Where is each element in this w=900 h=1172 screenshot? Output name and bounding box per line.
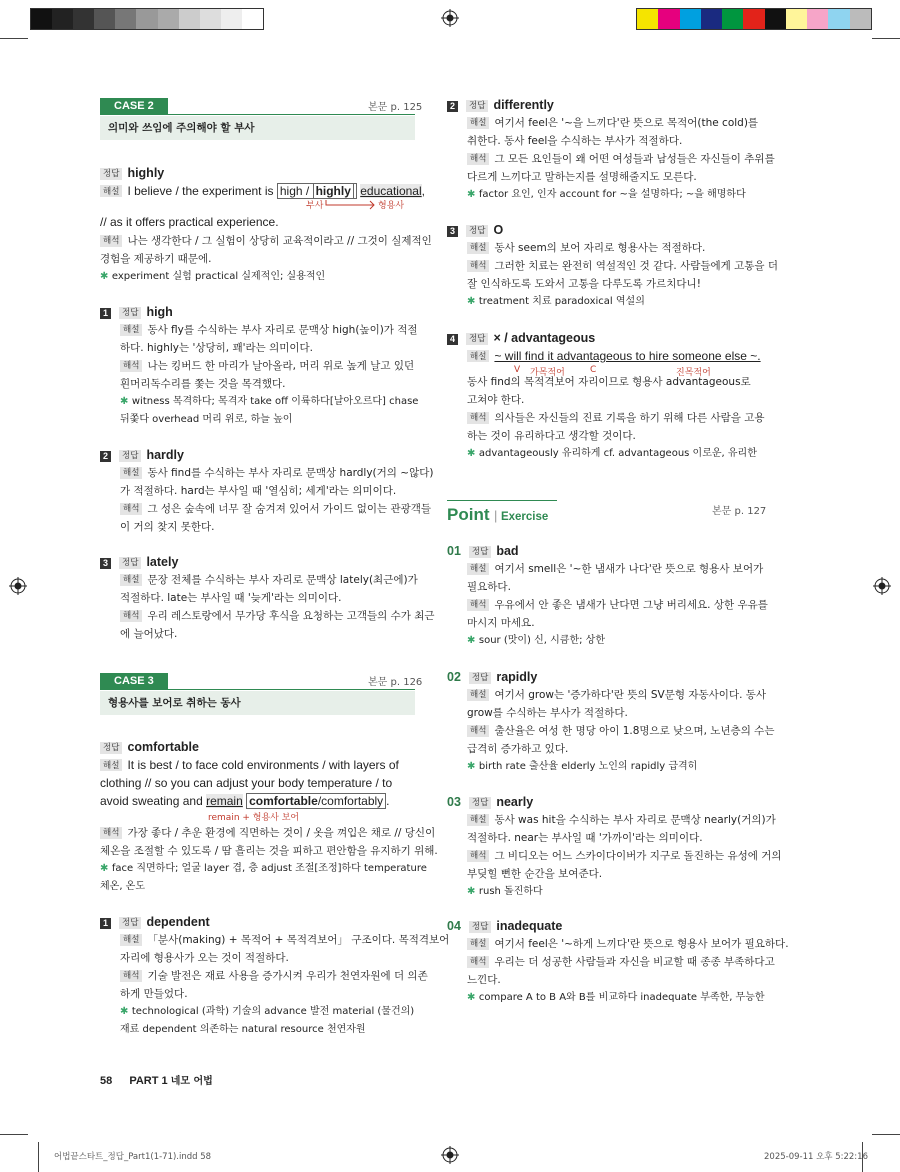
- case3-answer-line: [100, 738, 199, 757]
- crop-mark: [0, 1134, 28, 1135]
- c2-item1-text: 나는 킹버드 한 마리가 날아올라, 머리 위로 높게 날고 있던: [147, 360, 415, 372]
- case3-rule: [100, 689, 415, 690]
- r-item3-number: 3: [447, 226, 458, 237]
- c2-item2-answer: hardly: [146, 448, 184, 462]
- c3-item1-number: 1: [100, 918, 111, 929]
- ex-item03-line: [467, 829, 703, 847]
- ex-item01-line: [467, 578, 511, 596]
- ex-item01-answer-line: [447, 542, 519, 561]
- c3-item1-text: 자리에 형용사가 오는 것이 적절하다.: [120, 952, 289, 964]
- r-item4-text: 하는 것이 유리하다고 생각할 것이다.: [467, 430, 636, 442]
- r-item2-answer-line: [447, 96, 554, 115]
- ex-item03-number: 03: [447, 795, 461, 809]
- case2-trans-2: 경험을 제공하기 때문에.: [100, 253, 212, 265]
- r-item4-number: 4: [447, 334, 458, 345]
- c3-item1-vocab: [120, 1021, 366, 1039]
- c2-item1-vocab-text: witness 목격하다; 목격자 take off 이륙하다[날아오르다] chase: [131, 396, 419, 407]
- ex-item02-text: 급격히 증가하고 있다.: [467, 743, 569, 755]
- ex-item04-answer: inadequate: [496, 919, 563, 933]
- r-item3-vocab-text: treatment 치료 paradoxical 역설의: [478, 296, 645, 307]
- star-icon: ✱: [467, 448, 479, 459]
- star-icon: ✱: [120, 396, 132, 407]
- ex-item02-text: 여기서 grow는 '증가하다'란 뜻의 SV문형 자동사이다. 동사: [494, 689, 767, 701]
- c3-item1-vocab-text: 재료 dependent 의존하는 natural resource 천연자원: [120, 1024, 366, 1035]
- commentary-tag: 해설: [467, 814, 489, 826]
- c2-item3-answer: lately: [146, 555, 179, 569]
- c3-item1-line: [120, 985, 188, 1003]
- c2-item1-text: 하다. highly는 '상당히, 꽤'라는 의미이다.: [120, 342, 314, 354]
- item4-label-v: V: [514, 365, 521, 375]
- ex-item03-line: [467, 865, 602, 883]
- ex-item03-text: 그 비디오는 어느 스카이다이버가 지구로 돌진하는 유성에 거의: [494, 850, 782, 862]
- answer-tag: 정답: [466, 225, 488, 237]
- c2-item3-answer-line: [100, 553, 178, 572]
- ex-item03-vocab-text: rush 돌진하다: [478, 886, 543, 897]
- answer-tag: 정답: [119, 917, 141, 929]
- r-item4-vocab: [467, 445, 757, 463]
- case3-vocab-2: 체온, 온도: [100, 881, 145, 892]
- c2-item1-vocab-text: 뒤쫓다 overhead 머리 위로, 하늘 높이: [120, 414, 293, 425]
- answer-tag: 정답: [469, 546, 491, 558]
- r-item3-answer-line: [447, 221, 503, 240]
- commentary-tag: 해설: [467, 117, 489, 129]
- cmyk-color-bar: [636, 8, 872, 30]
- crop-mark: [38, 1142, 39, 1172]
- ex-item01-line: [467, 560, 763, 578]
- registration-mark-bottom: [441, 1146, 459, 1164]
- answer-tag: 정답: [469, 672, 491, 684]
- c2-item2-text: 동사 find를 수식하는 부사 자리로 문맥상 hardly(거의 ~않다): [147, 467, 434, 479]
- r-item4-line: [467, 391, 524, 409]
- item4-label-dummy-object: 가목적어: [530, 368, 565, 378]
- ex-item01-number: 01: [447, 544, 461, 558]
- c3-item1-answer: dependent: [146, 915, 210, 929]
- c2-item1-line: [120, 339, 313, 357]
- case2-translation: [100, 232, 432, 250]
- answer-tag: 정답: [466, 100, 488, 112]
- ex-item03-answer: nearly: [496, 795, 534, 809]
- case3-sentence-3: avoid sweating and remain comfortable/comfortably .: [100, 794, 390, 808]
- c2-item1-text: 동사 fly를 수식하는 부사 자리로 문맥상 high(높이)가 적절: [147, 324, 418, 336]
- c2-item3-line: [120, 625, 177, 643]
- c2-item2-line: [120, 464, 433, 482]
- ex-item04-number: 04: [447, 919, 461, 933]
- ex-item02-text: 출산율은 여성 한 명당 아이 1.8명으로 낮으며, 노년층의 수는: [494, 725, 775, 737]
- r-item3-vocab: [467, 293, 645, 311]
- ex-item02-line: [467, 740, 568, 758]
- case2-sentence: 해설 I believe / the experiment is high / highly educational,: [100, 182, 425, 200]
- r-item2-line: [467, 114, 758, 132]
- c2-item1-number: 1: [100, 308, 111, 319]
- r-item2-vocab-text: factor 요인, 인자 account for ~을 설명하다; ~을 해명하다: [478, 189, 746, 200]
- r-item3-line: [467, 275, 701, 293]
- case2-sentence-a: I believe / the experiment is: [127, 184, 274, 198]
- c3-item1-line: [120, 949, 289, 967]
- r-item3-answer: O: [493, 223, 504, 237]
- part-label: PART 1: [129, 1075, 168, 1087]
- commentary-tag: 해설: [100, 185, 122, 197]
- r-item3-text: 그러한 치료는 완전히 역설적인 것 같다. 사람들에게 고통을 더: [494, 260, 779, 272]
- c2-item3-line: [120, 571, 418, 589]
- r-item2-text: 여기서 feel은 '~을 느끼다'란 뜻으로 목적어(the cold)를: [494, 117, 759, 129]
- r-item2-line: [467, 150, 775, 168]
- r-item2-text: 다르게 느끼다고 말하는지를 설명해줄지도 모른다.: [467, 171, 697, 183]
- c2-item3-text: 적절하다. late는 부사일 때 '늦게'라는 의미이다.: [120, 592, 342, 604]
- c2-item1-line: [120, 357, 414, 375]
- ex-item01-line: [467, 596, 768, 614]
- r-item2-vocab: [467, 186, 746, 204]
- r-item4-answer-line: [447, 329, 595, 348]
- answer-tag: 정답: [119, 557, 141, 569]
- case2-sentence-b: // as it offers practical experience.: [100, 215, 279, 229]
- case2-vocab: ✱ experiment 실험 practical 실제적인; 실용적인: [100, 271, 326, 282]
- choice-high: high /: [279, 184, 313, 198]
- registration-mark-right: [873, 577, 891, 595]
- answer-tag: 정답: [466, 333, 488, 345]
- ex-item02-line: [467, 704, 628, 722]
- c2-item2-number: 2: [100, 451, 111, 462]
- c2-item1-line: [120, 375, 286, 393]
- answer-tag: 정답: [100, 168, 122, 180]
- case3-sentence-1: 해설 It is best / to face cold environments / with layers of: [100, 756, 399, 774]
- case3-choice-box: comfortable/comfortably: [246, 793, 386, 809]
- ex-item01-text: 필요하다.: [467, 581, 511, 593]
- ex-item01-vocab: [467, 632, 605, 650]
- r-item3-text: 동사 seem의 보어 자리로 형용사는 적절하다.: [494, 242, 706, 254]
- r-item3-line: [467, 257, 778, 275]
- ex-item04-vocab: [467, 989, 765, 1007]
- c2-item2-line: [120, 518, 215, 536]
- answer-tag: 정답: [119, 307, 141, 319]
- ex-item01-line: [467, 614, 535, 632]
- r-item3-text: 잘 인식하도록 도와서 고통을 다루도록 가르치다니!: [467, 278, 701, 290]
- ex-item04-line: [467, 935, 789, 953]
- ex-item03-text: 부딪힐 뻔한 순간을 보여준다.: [467, 868, 603, 880]
- registration-mark-top: [441, 9, 459, 27]
- case3-page-ref: 본문 p. 126: [368, 677, 423, 688]
- ex-item03-vocab: [467, 883, 543, 901]
- star-icon: ✱: [467, 635, 479, 646]
- ex-item01-text: 마시지 마세요.: [467, 617, 535, 629]
- ex-item02-number: 02: [447, 670, 461, 684]
- commentary-tag: 해설: [120, 934, 142, 946]
- ex-item04-text: 우리는 더 성공한 사람들과 자신을 비교할 때 종종 부족하다고: [494, 956, 775, 968]
- ex-item02-answer-line: [447, 668, 537, 687]
- ex-item02-text: grow를 수식하는 부사가 적절하다.: [467, 707, 628, 719]
- c2-item2-text: 가 적절하다. hard는 부사일 때 '열심히; 세게'라는 의미이다.: [120, 485, 397, 497]
- commentary-tag: 해설: [100, 759, 122, 771]
- translation-tag: 해석: [100, 235, 122, 247]
- c3-item1-text: 「분사(making) + 목적어 + 목적격보어」 구조이다. 목적격보어: [147, 934, 450, 946]
- ex-item02-line: [467, 686, 766, 704]
- c3-item1-vocab-text: technological (과학) 기술의 advance 발전 material (물건의): [131, 1006, 415, 1017]
- crop-mark: [0, 38, 28, 39]
- annotation-arrow: [322, 198, 378, 210]
- grayscale-color-bar: [30, 8, 264, 30]
- case3-vocab-1: ✱ face 직면하다; 얼굴 layer 겹, 층 adjust 조절[조정]하다 temperature: [100, 863, 427, 874]
- case2-trans-1: 나는 생각한다 / 그 실험이 상당히 교육적이라고 // 그것이 실제적인: [127, 235, 432, 247]
- label-adverb: 부사: [306, 201, 324, 211]
- item4-label-c: C: [590, 365, 597, 375]
- ex-item03-text: 동사 was hit을 수식하는 부사 자리로 문맥상 nearly(거의)가: [494, 814, 776, 826]
- ex-item04-answer-line: [447, 917, 562, 936]
- translation-tag: 해석: [120, 610, 142, 622]
- case2-title: 의미와 쓰임에 주의해야 할 부사: [100, 116, 415, 140]
- ex-item03-answer-line: [447, 793, 533, 812]
- c3-item1-line: [120, 931, 449, 949]
- point-page-ref: 본문 p. 127: [712, 506, 767, 517]
- r-item2-line: [467, 168, 697, 186]
- page-number: 58: [100, 1075, 113, 1087]
- part-title: 네모 어법: [170, 1076, 213, 1087]
- star-icon: ✱: [120, 1006, 132, 1017]
- ex-item04-text: 느낀다.: [467, 974, 501, 986]
- star-icon: ✱: [100, 863, 112, 874]
- r-item4-vocab-text: advantageously 유리하게 cf. advantageous 이로운, 유리한: [478, 448, 757, 459]
- case3-answer: comfortable: [127, 740, 199, 754]
- point-rule: [447, 500, 557, 501]
- star-icon: ✱: [467, 886, 479, 897]
- r-item2-answer: differently: [493, 98, 554, 112]
- answer-tag: 정답: [100, 742, 122, 754]
- answer-tag: 정답: [469, 921, 491, 933]
- c2-item2-text: 이 거의 찾지 못한다.: [120, 521, 215, 533]
- c2-item2-answer-line: [100, 446, 184, 465]
- ex-item04-vocab-text: compare A to B A와 B를 비교하다 inadequate 부족한, 무능한: [478, 992, 765, 1003]
- star-icon: ✱: [467, 296, 479, 307]
- ex-item02-line: [467, 722, 774, 740]
- translation-tag: 해석: [467, 260, 489, 272]
- r-item2-line: [467, 132, 682, 150]
- r-item4-text: 고쳐야 한다.: [467, 394, 525, 406]
- star-icon: ✱: [100, 271, 112, 282]
- c2-item3-number: 3: [100, 558, 111, 569]
- case2-rule: [100, 114, 415, 115]
- ex-item01-answer: bad: [496, 544, 519, 558]
- c3-item1-text: 하게 만들었다.: [120, 988, 188, 1000]
- ex-item02-answer: rapidly: [496, 670, 538, 684]
- c2-item1-vocab: [120, 393, 418, 411]
- r-item2-text: 그 모든 요인들이 왜 어떤 여성들과 남성들은 자신들이 추위를: [494, 153, 775, 165]
- r-item4-sentence-text: ~ will find it advantageous to hire someone else ~.: [494, 349, 761, 363]
- ex-item04-line: [467, 953, 775, 971]
- r-item2-text: 취한다. 동사 feel을 수식하는 부사가 적절하다.: [467, 135, 683, 147]
- point-title: Point | Exercise: [447, 505, 549, 524]
- commentary-tag: 해설: [467, 242, 489, 254]
- star-icon: ✱: [467, 189, 479, 200]
- translation-tag: 해석: [467, 725, 489, 737]
- r-item4-line: [467, 427, 636, 445]
- translation-tag: 해석: [120, 360, 142, 372]
- c2-item1-answer: high: [146, 305, 173, 319]
- case2-answer-line: [100, 164, 164, 183]
- slug-date: 2025-09-11 오후 5:22:16: [764, 1152, 868, 1162]
- c2-item1-text: 흰머리독수리를 쫓는 것을 목격했다.: [120, 378, 286, 390]
- item4-label-real-object: 진목적어: [676, 368, 711, 378]
- commentary-tag: 해설: [467, 350, 489, 362]
- c3-item1-line: [120, 967, 428, 985]
- crop-mark: [872, 38, 900, 39]
- c2-item3-text: 우리 레스토랑에서 무가당 후식을 요청하는 고객들의 수가 최근: [147, 610, 435, 622]
- case3-red-note: remain + 형용사 보어: [208, 813, 300, 823]
- case3-title: 형용사를 보어로 취하는 동사: [100, 691, 415, 715]
- ex-item03-text: 적절하다. near는 부사일 때 '가까이'라는 의미이다.: [467, 832, 703, 844]
- r-item4-line: [467, 409, 765, 427]
- label-adjective: 형용사: [378, 201, 405, 211]
- case3-translation: 해석 가장 좋다 / 추운 환경에 직면하는 것이 / 옷을 껴입은 채로 // 당신이: [100, 824, 435, 842]
- case2-word-educational: educational: [360, 184, 422, 198]
- c2-item2-line: [120, 482, 396, 500]
- case2-choice-box: [277, 183, 357, 199]
- star-icon: ✱: [467, 761, 479, 772]
- c2-item3-text: 에 늘어났다.: [120, 628, 178, 640]
- translation-tag: 해석: [467, 956, 489, 968]
- translation-tag: 해석: [120, 503, 142, 515]
- ex-item03-line: [467, 847, 782, 865]
- footer: [100, 1072, 213, 1087]
- c2-item2-text: 그 성은 숲속에 너무 잘 숨겨져 있어서 가이드 없이는 관광객들: [147, 503, 432, 515]
- c2-item3-text: 문장 전체를 수식하는 부사 자리로 문맥상 lately(최근에)가: [147, 574, 418, 586]
- ex-item02-vocab-text: birth rate 출산율 elderly 노인의 rapidly 급격히: [478, 761, 698, 772]
- ex-item01-text: 우유에서 안 좋은 냄새가 난다면 그냥 버리세요. 상한 우유를: [494, 599, 768, 611]
- r-item4-sentence: [467, 347, 761, 365]
- c2-item1-answer-line: [100, 303, 173, 322]
- commentary-tag: 해설: [467, 938, 489, 950]
- c3-item1-vocab: [120, 1003, 414, 1021]
- commentary-tag: 해설: [467, 689, 489, 701]
- commentary-tag: 해설: [120, 324, 142, 336]
- c3-item1-text: 기술 발전은 재료 사용을 증가시켜 우리가 천연자원에 더 의존: [147, 970, 428, 982]
- c3-item1-answer-line: [100, 913, 210, 932]
- commentary-tag: 해설: [467, 563, 489, 575]
- case3-label: CASE 3: [100, 673, 168, 689]
- case2-page-ref: 본문 p. 125: [368, 102, 423, 113]
- case3-trans-2: 체온을 조절할 수 있도록 / 땀 흘리는 것을 피하고 편안함을 유지하기 위해.: [100, 845, 438, 857]
- r-item2-number: 2: [447, 101, 458, 112]
- r-item3-line: [467, 239, 705, 257]
- c2-item1-line: [120, 321, 418, 339]
- translation-tag: 해석: [467, 599, 489, 611]
- registration-mark-left: [9, 577, 27, 595]
- crop-mark: [872, 1134, 900, 1135]
- ex-item02-vocab: [467, 758, 697, 776]
- word-remain: remain: [206, 794, 243, 808]
- ex-item01-text: 여기서 smell은 '~한 냄새가 나다'란 뜻으로 형용사 보어가: [494, 563, 764, 575]
- r-item4-answer: × / advantageous: [493, 331, 596, 345]
- case3-sentence-2: clothing // so you can adjust your body temperature / to: [100, 776, 393, 790]
- c2-item3-line: [120, 607, 435, 625]
- c2-item1-vocab: [120, 411, 292, 429]
- c2-item2-line: [120, 500, 431, 518]
- commentary-tag: 해설: [120, 574, 142, 586]
- case2-label: CASE 2: [100, 98, 168, 114]
- ex-item01-vocab-text: sour (맛이) 신, 시큼한; 상한: [478, 635, 605, 646]
- r-item4-text: 의사들은 자신들의 진료 기록을 하기 위해 다른 사람을 고용: [494, 412, 765, 424]
- c2-item3-line: [120, 589, 342, 607]
- choice-highly: highly: [313, 183, 354, 199]
- answer-tag: 정답: [119, 450, 141, 462]
- slug-file: 어법끝스타트_정답_Part1(1-71).indd 58: [54, 1152, 212, 1162]
- ex-item04-text: 여기서 feel은 '~하게 느끼다'란 뜻으로 형용사 보어가 필요하다.: [494, 938, 789, 950]
- translation-tag: 해석: [120, 970, 142, 982]
- translation-tag: 해석: [467, 412, 489, 424]
- ex-item04-line: [467, 971, 501, 989]
- case2-answer: highly: [127, 166, 165, 180]
- translation-tag: 해석: [467, 153, 489, 165]
- answer-tag: 정답: [469, 797, 491, 809]
- commentary-tag: 해설: [120, 467, 142, 479]
- r-item4-text: 동사 find의 목적격보어 자리이므로 형용사 advantageous로: [467, 376, 751, 388]
- star-icon: ✱: [467, 992, 479, 1003]
- ex-item03-line: [467, 811, 776, 829]
- translation-tag: 해석: [467, 850, 489, 862]
- translation-tag: 해석: [100, 827, 122, 839]
